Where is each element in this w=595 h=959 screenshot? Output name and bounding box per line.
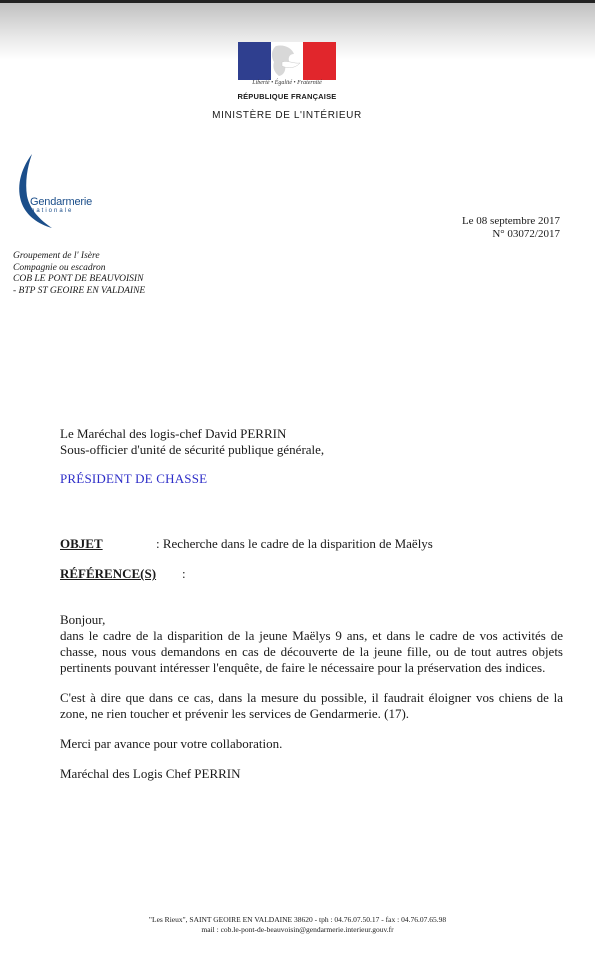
footer-address: "Les Rieux", SAINT GEOIRE EN VALDAINE 38620 - tph : 04.76.07.50.17 - fax : 04.76.07.65.98 [148, 915, 447, 924]
objet-text: : Recherche dans le cadre de la disparition de Maëlys [156, 536, 433, 551]
marianne-logo [238, 42, 336, 80]
paragraph-2: C'est à dire que dans ce cas, dans la mesure du possible, il faudrait éloigner vos chiens de la zone, ne rien toucher et prévenir les services de Gendarmerie. (17). [60, 690, 563, 721]
signatory-name: Le Maréchal des logis-chef David PERRIN [60, 426, 287, 441]
screen-top-edge [0, 0, 595, 3]
letter-number: N° 03072/2017 [492, 228, 560, 240]
letter-body [60, 612, 563, 782]
ministry-name: MINISTÈRE DE L'INTÉRIEUR [212, 110, 362, 121]
letter-date: Le 08 septembre 2017 [461, 215, 560, 227]
signatory-block [60, 426, 324, 458]
closing: Merci par avance pour votre collaboration. [60, 736, 283, 751]
reference-label: RÉFÉRENCE(S) [60, 566, 157, 581]
republic-name: RÉPUBLIQUE FRANÇAISE [237, 92, 337, 101]
objet-row [60, 536, 433, 552]
gendarmerie-swoosh-icon [10, 152, 100, 232]
signature: Maréchal des Logis Chef PERRIN [60, 766, 241, 781]
greeting: Bonjour, [60, 612, 106, 627]
signatory-title: Sous-officier d'unité de sécurité publique générale, [60, 442, 325, 457]
recipient: PRÉSIDENT DE CHASSE [60, 471, 208, 486]
unit-line: Compagnie ou escadron [13, 262, 106, 273]
paragraph-1: dans le cadre de la disparition de la jeune Maëlys 9 ans, et dans le cadre de vos activités de chasse, nous vous demandons en cas de découverte de la jeune fille, ou de tout autres objets pertinents pouvant intéresser l'enquête, de faire le nécessaire pour la préservation des indices. [60, 628, 563, 675]
reference-text: : [182, 566, 186, 581]
unit-line: - BTP ST GEOIRE EN VALDAINE [13, 285, 146, 296]
footer [0, 915, 595, 935]
republic-motto: Liberté • Égalité • Fraternité [252, 80, 322, 86]
letter-date-block [462, 215, 560, 241]
unit-line: Groupement de l' Isère [13, 251, 100, 261]
unit-line: COB LE PONT DE BEAUVOISIN [13, 274, 144, 284]
unit-block [13, 251, 145, 297]
gendarmerie-subtitle: nationale [31, 208, 74, 214]
gendarmerie-name: Gendarmerie [30, 196, 92, 208]
objet-label: OBJET [60, 536, 103, 551]
reference-row [60, 566, 186, 582]
footer-mail: mail : cob.le-pont-de-beauvoisin@gendarmerie.interieur.gouv.fr [201, 925, 394, 934]
